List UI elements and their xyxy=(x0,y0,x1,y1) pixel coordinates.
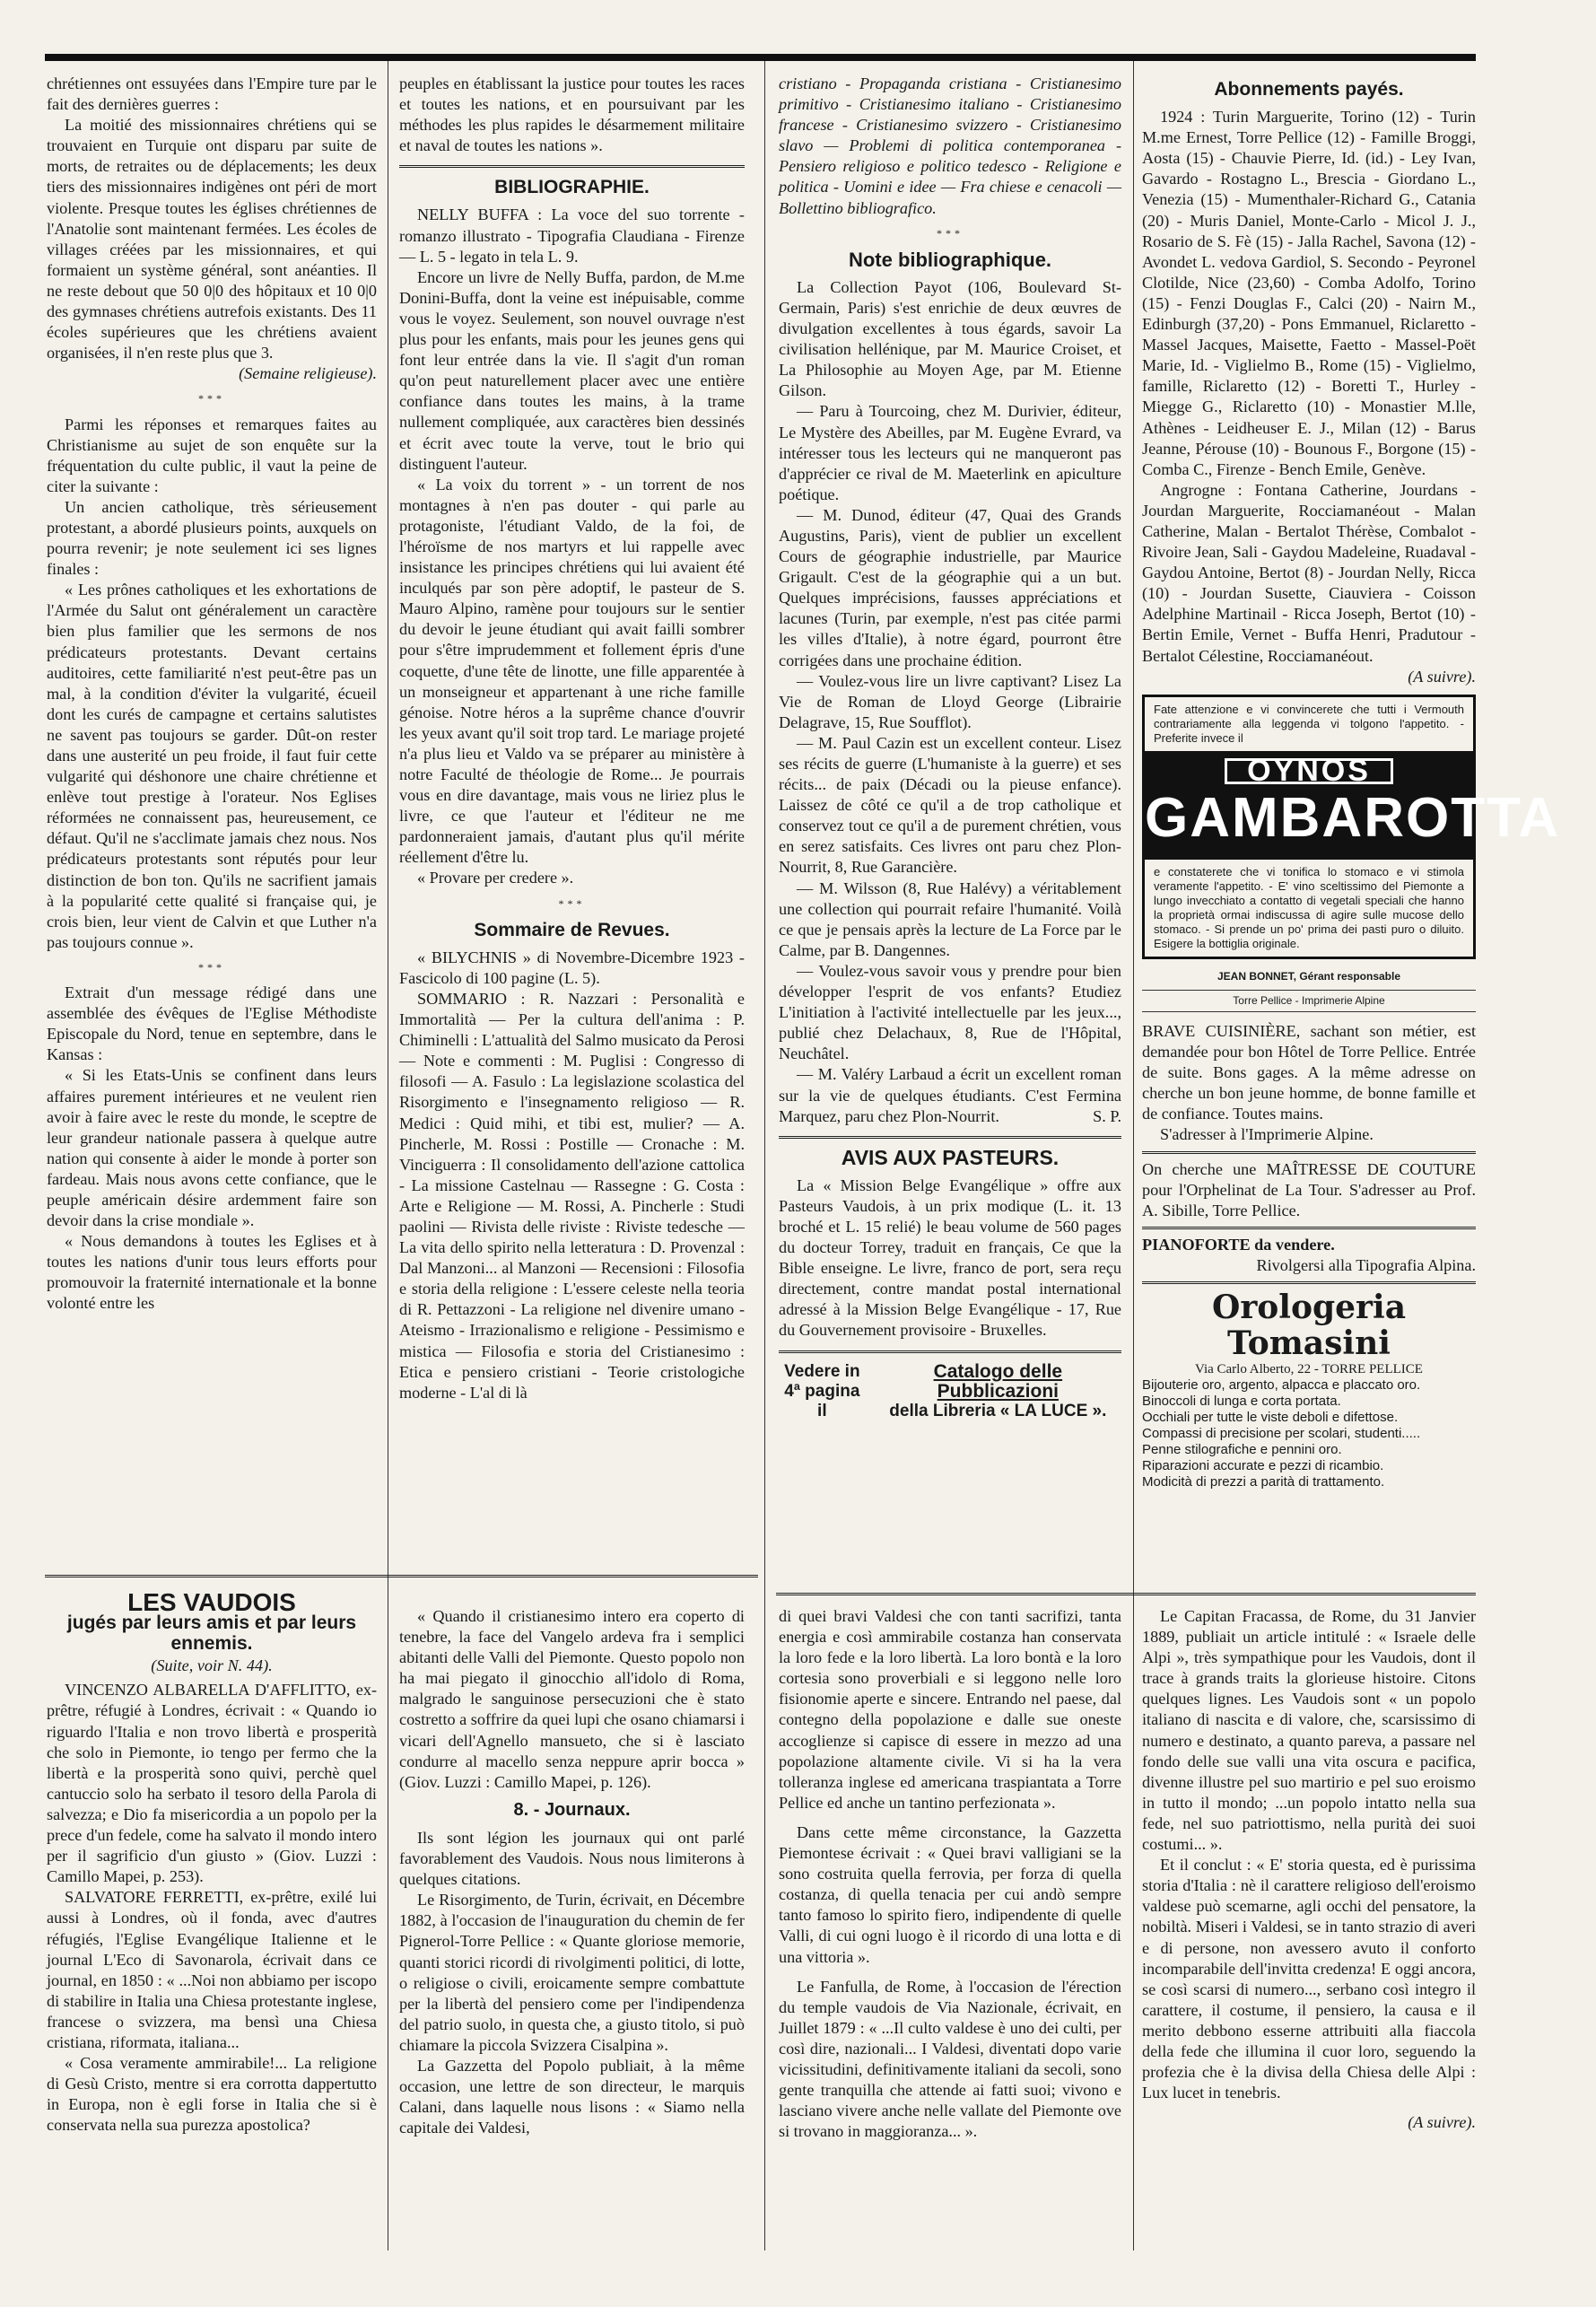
paragraph: cristiano - Propaganda cristiana - Cristianesimo primitivo - Cristianesimo italiano - Cristianesimo francese - Cristianesimo svizzero - Cristianesimo slavo — Problemi di politica contemporanea - Pensiero religioso e politico tedesco - Religione e politica - Uomini e idee — Fra chiese e cenacoli — Bollettino bibliografico. xyxy=(779,74,1121,217)
lower-section-rule xyxy=(45,1575,758,1577)
paragraph: Encore un livre de Nelly Buffa, pardon, de M.me Donini-Buffa, dont la veine est inépuisable, comme vous le voyez. Seulement, son nouvel ouvrage n'est plus pour les enfants, mais pour les jeunes gens qui font leur entrée dans la vie. Il s'agit d'un roman qu'on peut naturellement placer avec une entière confiance dans toutes les mains, à la trame nullement compliquée, aux caractères bien dessinés et écrit avec toute la verve, tout le brio qui distinguent l'auteur. xyxy=(399,267,745,473)
bibliography-heading: BIBLIOGRAPHIE. xyxy=(494,177,650,198)
les-vaudois-subtitle: jugés par leurs amis et par leurs ennemis. xyxy=(66,1612,357,1655)
paragraph: — M. Wilsson (8, Rue Halévy) a véritablement une collection qui pourrait refaire l'humanité. Voilà ce que je pensais après la lecture de La Force par le Calme, par B. Dangennes. xyxy=(779,878,1121,959)
les-vaudois-title: LES VAUDOIS xyxy=(127,1588,296,1616)
source-note: (Semaine religieuse). xyxy=(239,364,377,383)
column-divider xyxy=(764,61,765,2250)
paragraph: « Si les Etats-Unis se confinent dans leurs affaires purement intérieures et ne veulent rien avoir à faire avec le reste du monde, le sceptre de leur grandeur nationale passera à quelque autre nation qui consente à aider le monde à porter son fardeau. Mais nous avons cette confiance, que le peuple américain désire ardemment faire son devoir dans la crise mondiale ». xyxy=(47,1066,377,1230)
journaux-heading: 8. - Journaux. xyxy=(513,1799,631,1820)
les-vaudois-section xyxy=(47,1588,377,2216)
vedere-box xyxy=(779,1362,1121,1421)
paragraph: « Cosa veramente ammirabile!... La religione di Gesù Cristo, mentre si era corrotta dappertutto in Europa, non è egli forse in Italia che si è conservata nella sua purezza apostolica? xyxy=(47,2054,377,2135)
paragraph: peuples en établissant la justice pour toutes les races et toutes les nations, et en poursuivant par les méthodes les plus rapides le désarmement militaire et naval de toutes les nations ». xyxy=(399,74,745,155)
lower-column-4 xyxy=(1142,1606,1476,2216)
orologeria-title: Orologeria Tomasini xyxy=(1211,1289,1407,1363)
orologeria-item: Penne stilografiche e pennini oro. xyxy=(1142,1442,1342,1458)
to-be-continued: (A suivre). xyxy=(1408,667,1476,686)
paragraph: Le Capitan Fracassa, de Rome, du 31 Janvier 1889, publiait un article intitulé : « Israele delle Alpi », très sympathique pour les Vaudois, dont il trace à grands traits la glorieuse histoire. Citons quelques lignes. Les Vaudois sont « un popolo italiano di nascita e di valore, che, scarsissimo di numero e destinato, a quanto pareva, a passare nel fondo delle sue valli una vita oscura e pacifica, divenne illustre pel suo martirio e pel suo eroismo in tutto il mondo; ...un popolo intatto nella sua fede, nel suo patriottismo, nella purità dei suoi costumi... ». xyxy=(1142,1607,1476,1854)
paragraph: La Gazzetta del Popolo publiait, à la même occasion, une lettre de son directeur, le marquis Calani, dans laquelle nous lisons : « Siamo nella capitale dei Valdesi, xyxy=(399,2056,745,2137)
paragraph: VINCENZO ALBARELLA D'AFFLITTO, ex-prêtre, réfugié à Londres, écrivait : « Quando io riguardo l'Italia e non trovo libertà e prosperità che solo in Piemonte, io tengo per fermo che la libertà e la prosperità sono quivi, perchè quel cantuccio solo ha serbato il tesoro della Parola di salvezza; e Dio fa misericordia a un popolo per la prece d'un fedele, come ha salvato il mondo intero per il sagrificio d'un giusto » (Giov. Luzzi : Camillo Mapei, p. 253). xyxy=(47,1681,377,1886)
gambarotta-advertisement xyxy=(1142,695,1561,959)
section-rule xyxy=(779,1350,1121,1353)
paragraph: Le Fanfulla, de Rome, à l'occasion de l'érection du temple vaudois de Via Nazionale, écrivait, en Juillet 1879 : « ...Il culto valdese è uno dei culti, per così dire, nazionali... I Valdesi, diventati dopo varie vicissitudini, definitivamente italiani da secoli, sono gente tranquilla che attende ai fatti suoi; vivono e lasciano vivere anche nelle vallate del Piemonte ove si trovano in maggioranza... ». xyxy=(779,1977,1121,2141)
couture-ad: On cherche une MAÎTRESSE DE COUTURE pour l'Orphelinat de La Tour. S'adresser au Prof. A. Sibille, Torre Pellice. xyxy=(1142,1159,1476,1219)
paragraph: Angrogne : Fontana Catherine, Jourdans - Jourdan Marguerite, Rocciamanéout - Malan Catherine, Malan - Bertalot Thérèse, Combalot - Rivoire Jean, Sali - Gaydou Madeleine, Ruadaval - Gaydou Antoine, Bertot (8) - Jourdan Nelly, Ricca (10) - Jourdan Susette, Ciauviera - Coisson Adelphine Martinail - Ricca Joseph, Bertot (10) - Bertin Emile, Vernet - Buffa Henri, Pradutour - Bertalot Célestine, Rocciamanéout. xyxy=(1142,480,1476,665)
paragraph: Et il conclut : « E' storia questa, ed è purissima storia d'Italia : nè il carattere religioso dell'eroismo valdese può scemarne, agli occhi del pensatore, la nobiltà. Miseri i Valdesi, se in tanto strazio di averi e di persone, non avessero avuto il conforto incomparabile dell'invitta credenza! E oggi ancora, se così scarsi di numero..., serbano così integro il carattere, il costume, il pensiero, la causa e il merito debbono esserne attribuiti alla fiaccola della fede che illumina il cuor loro, seguendo la profezia che è la divisa della Chiesa delle Alpi : Lux lucet in tenebris. xyxy=(1142,1856,1476,2102)
paragraph: — Voulez-vous lire un livre captivant? Lisez La Vie de Roman de Lloyd George (Librairie Delagrave, 15, Rue Soufflot). xyxy=(779,671,1121,731)
ad-brand-oynos: OYNOS xyxy=(1225,758,1393,784)
paragraph: « Quando il cristianesimo intero era coperto di tenebre, la face del Vangelo ardeva fra i semplici abitanti delle Valli del Piemonte. Questo popolo non ha mai piegato il ginocchio all'idolo di Roma, malgrado le sanguinose persecuzioni che è stato costretto a soffrire da quei lupi che osano chiamarsi i vicari dell'Agnello mansueto, che si è lasciato condurre al macello senza neppure aprir bocca » (Giov. Luzzi : Camillo Mapei, p. 126). xyxy=(399,1607,746,1791)
paragraph: Dans cette même circonstance, la Gazzetta Piemontese écrivait : « Quei bravi valligiani se la sono costruita quella ferrovia, per forza di quella costanza, di quella tenacia per cui andò sempre tanto famoso lo spirito fiero, indipendente di quelle Valli, di cui ogni luogo è il ricordo di una lotta e di una vittoria ». xyxy=(779,1822,1121,1966)
column-2-upper xyxy=(399,74,745,1563)
paragraph: « La voix du torrent » - un torrent de nos montagnes à n'en pas douter - qui parle au protagoniste, l'étudiant Valdo, de la foi, de l'héroïsme de nos martyrs et lui rappelle avec insistance les principes chrétiens qui lui avaient été inculqués par son père adoptif, le pasteur de S. Mauro Alpino, ramène pour toujours sur le sentier du devoir le jeune étudiant qui avait failli sombrer pour s'être imprudemment et follement épris d'une coquette, d'une tête de linotte, une fille apparentée à un monseigneur et appartenant à une riche famille génoise. Notre héros a la suprême chance d'ouvrir les yeux avant qu'il soit trop tard. Le mariage projeté n'a plus lieu et Valdo va se préparer au ministère à notre Faculté de théologie de Rome... Je pourrais vous en dire davantage, mais vous ne liriez plus le livre, ce que l'auteur et l'éditeur ne me pardonneraient jamais, d'autant plus qu'il mérite réellement d'être lu. xyxy=(399,475,745,867)
paragraph: Un ancien catholique, très sérieusement protestant, a abordé plusieurs points, auxquels on pourra revenir; je note seulement ici ses lignes finales : xyxy=(47,497,377,579)
paragraph: — M. Valéry Larbaud a écrit un excellent roman sur la vie de quelques étudiants. C'est Fermina Marquez, paru chez Plon-Nourrit. S. P. xyxy=(779,1065,1121,1125)
subscriptions-heading: Abonnements payés. xyxy=(1214,79,1404,100)
orologeria-address: Via Carlo Alberto, 22 - TORRE PELLICE xyxy=(1195,1362,1423,1377)
gerant-line: JEAN BONNET, Gérant responsable xyxy=(1217,969,1401,983)
cuisiniere-ad xyxy=(1142,1021,1476,1146)
separator-stars: *** xyxy=(198,392,225,406)
avis-heading: AVIS AUX PASTEURS. xyxy=(841,1145,1060,1169)
cuisiniere-address: S'adresser à l'Imprimerie Alpine. xyxy=(1160,1125,1374,1144)
reviews-heading: Sommaire de Revues. xyxy=(474,919,670,940)
orologeria-list xyxy=(1142,1377,1476,1490)
separator-stars: *** xyxy=(558,896,586,910)
to-be-continued: (A suivre). xyxy=(1408,2113,1476,2132)
paragraph: Le Risorgimento, de Turin, écrivait, en Décembre 1882, à l'occasion de l'inauguration du chemin de fer Pignerol-Torre Pellice : « Quante gloriose memorie, quanti storici ricordi di rivolgimenti politici, di lotte, o religiose o civili, eroicamente sempre combattute per la libertà del pensiero come per l'indipendenza del patrio suolo, in questa che, a giusto titolo, si può chiamare la piccola Svizzera Cisalpina ». xyxy=(399,1891,745,2054)
paragraph: chrétiennes ont essuyées dans l'Empire ture par le fait des dernières guerres : xyxy=(47,74,377,114)
paragraph: 1924 : Turin Marguerite, Torino (12) - Turin M.me Ernest, Torre Pellice (12) - Famille Broggi, Aosta (15) - Chauvie Pierre, Id. (id.) - Ley Ivan, Gavardo - Rostagno L., Brescia - Giordano L., Venezia (15) - Mumenthaler-Richard G., Catania (20) - Muris Daniel, Monte-Carlo - Micol J. J., Rosario de S. Fè (15) - Jalla Rachel, Savona (12) - Avondet L. vedova Gardiol, S. Secondo - Peyronel Clotilde, Nice (23,60) - Comba Adolfo, Torino (15) - Fenzi Douglas F., Calci (20) - Nairn M., Edinburgh (37,20) - Pons Emmanuel, Riclaretto - Massel Jacques, Maisette, Faetto - Massel-Poët Marie, Id. - Viglielmo B., Rome (15) - Viglielmo, famille, Riclaretto (12) - Boretti T., Hurley - Miegge G., Riclaretto (10) - Monastier M.lle, Athènes - Leidheuser E. J., Milan (12) - Barus Jeanne, Pérouse (10) - Bounous F., Borgone (15) - Comba C., Firenze - Bench Emile, Genève. xyxy=(1142,108,1476,478)
lower-section-rule xyxy=(776,1593,1476,1595)
section-rule xyxy=(1142,1227,1476,1229)
paragraph: « Les prônes catholiques et les exhortations de l'Armée du Salut ont généralement un caractère bien plus familier que les sermons de nos prédicateurs protestants. Devant certains auditoires, cette familiarité n'est peut-être pas un mal, à la condition d'éviter la vulgarité, écueil dont les curés de campagne et certains salutistes ne savent pas toujours se garder. Dût-on rester dans une austerité un peu froide, il faut fuir cette vulgarité qui déshonore une chaire chrétienne et enlève tout prestige à l'orateur. Nos Eglises réformées ne connaissent pas, heureusement, ce défaut. Qu'il ne s'acclimate jamais chez nous. Nos prédicateurs protestants sont réputés pour leur distinction de bon ton. Qu'ils ne sacrifient jamais à la popularité cette qualité si française qui, je crois bien, leur vient de Calvin et que Luther n'a pas toujours connue ». xyxy=(47,581,377,951)
vedere-left: Vedere in 4ª pagina il xyxy=(784,1361,860,1420)
paragraph: La moitié des missionnaires chrétiens qui se trouvaient en Turquie ont disparu par suite de morts, de retraites ou de déplacements; les deux tiers des missionnaires indigènes ont péri de mort violente. Presque toutes les églises chrétiennes de l'Anatolie sont maintenant fermées. Les écoles de villages créées par les missionnaires, et qui formaient un système général, sont anéanties. Il ne reste debout que 50 0|0 des hôpitaux et 10 0|0 des gymnases chrétiens autrefois existants. Des 11 écoles supérieures que les chrétiens avaient organisées, il n'en reste plus que 3. xyxy=(47,116,377,363)
paragraph: « Nous demandons à toutes les Eglises et à toutes les nations d'unir tous leurs efforts pour promouvoir la fraternité internationale et la bonne volonté entre les xyxy=(47,1232,377,1313)
paragraph: NELLY BUFFA : La voce del suo torrente - romanzo illustrato - Tipografia Claudiana - Firenze — L. 5 - legato in tela L. 9. xyxy=(399,205,745,266)
orologeria-item: Bijouterie oro, argento, alpacca e placcato oro. xyxy=(1142,1377,1421,1394)
paragraph: Extrait d'un message rédigé dans une assemblée des évêques de l'Eglise Méthodiste Episcopale du Nord, tenue en septembre, dans le Kansas : xyxy=(47,983,377,1064)
paragraph: SOMMARIO : R. Nazzari : Personalità e Immortalità — Per la cultura dell'anima : P. Chiminelli : L'attualità del Salmo musicato da Perosi — Note e commenti : M. Puglisi : Congresso di filosofi — A. Fasulo : La legislazione scolastica del Risorgimento e l'insegnamento religioso — R. Medici : Quid mihi, et tibi est, mulier? — A. Pincherle, M. Rossi : Postille — Cronache : M. Vinciguerra : Il consolidamento dell'azione cattolica - La missione Castelnau — Rassegne : G. Costa : Arte e Religione — M. Rossi, A. Pincherle : Studi paolini — Rivista delle riviste : Riviste tedesche — La vita dello spirito nella letteratura : D. Provenzal : Dal Manzoni... al Manzoni — Recensioni : Filosofia e storia della religione : L'essere celeste nella teoria di R. Pettazzoni - La religione nel divenire umano - Ateismo - Irrazionalismo e religione - Pessimismo e mistica — Filosofia e storia del Cristianesimo : Etica e pensiero cristiani - Teorie cristologiche moderne - L'al di là xyxy=(399,989,745,1402)
paragraph: — M. Dunod, éditeur (47, Quai des Grands Augustins, Paris), vient de publier un excellent Cours de géographie industrielle, par Maurice Grigault. C'est de la géographie qui a un but. Quelques imprécisions, fausses appréciations et lacunes (Turin, par exemple, n'est pas citée parmi les villes d'Italie), à notre égard, pourront être corrigées dans une prochaine édition. xyxy=(779,505,1121,669)
top-rule xyxy=(45,54,1476,61)
note-heading: Note bibliographique. xyxy=(848,248,1052,271)
cuisiniere-text: BRAVE CUISINIÈRE, sachant son métier, est demandée pour bon Hôtel de Torre Pellice. Entrée de suite. Bons gages. A la même adresse on cherche un bon jeune homme, de bonne famille et de confiance. Toutes mains. xyxy=(1142,1022,1476,1123)
separator-stars: *** xyxy=(198,960,225,974)
separator-stars: *** xyxy=(937,226,964,240)
paragraph: di quei bravi Valdesi che con tanti sacrifizi, tanta energia e così ammirabile costanza han conservata la loro fede e la loro libertà. La loro bontà e la loro cortesia sono proverbiali e si leggono nelle loro fisionomie aperte e sincere. Entrando nel paese, dal contegno della popolazione e dalle sue oneste accoglienze si capisce di essere in mezzo ad una popolazione altamente civile. Vi si ha la vera tolleranza inglese ed americana traspiantata a Torre Pellice ed anche un tantino perfezionata ». xyxy=(779,1607,1121,1812)
ad-body-text: e constaterete che vi tonifica lo stomaco e vi stimola veramente l'appetito. - E' vino sceltissimo del Piemonte a lungo invecchiato a contatto di vegetali speciali che hanno la proprietà ormai indiscussa di agire sulle mucose dello stomaco. - Si prende un po' prima dei pasti puro o diluito. Esigere la bottiglia originale. xyxy=(1154,864,1464,950)
lower-column-3 xyxy=(779,1606,1121,2216)
suite-note: (Suite, voir N. 44). xyxy=(151,1656,273,1675)
orologeria-item: Modicità di prezzi a parità di trattamento. xyxy=(1142,1474,1385,1490)
paragraph: « Provare per credere ». xyxy=(417,869,574,887)
pianoforte-ad: PIANOFORTE da vendere. xyxy=(1142,1235,1335,1254)
lower-column-2 xyxy=(399,1606,745,2216)
vedere-right: Catalogo delle Pubblicazioni della Libreria « LA LUCE ». xyxy=(889,1360,1107,1420)
paragraph: La Collection Payot (106, Boulevard St-Germain, Paris) s'est enrichie de deux œuvres de divulgation excellentes à tous égards, savoir La civilisation hellénique, par M. Maurice Croiset, et La Philosophie au Moyen Age, par M. Etienne Gilson. xyxy=(779,277,1121,400)
paragraph: — Paru à Tourcoing, chez M. Durivier, éditeur, Le Mystère des Abeilles, par M. Eugène Evrard, va intéresser tous les lecteurs qui ne manqueront pas d'apprécier ce rival de M. Maeterlink en apiculture poétique. xyxy=(779,402,1121,503)
pianoforte-contact: Rivolgersi alla Tipografia Alpina. xyxy=(1256,1255,1476,1274)
orologeria-item: Riparazioni accurate e pezzi di ricambio. xyxy=(1142,1458,1384,1474)
paragraph: Parmi les réponses et remarques faites au Christianisme au sujet de son enquête sur la fréquentation du culte public, il vaut la peine de citer la suivante : xyxy=(47,415,377,495)
column-divider xyxy=(1133,61,1134,2250)
paragraph: — M. Paul Cazin est un excellent conteur. Lisez ses récits de guerre (L'humaniste à la guerre) et ses récits... de paix (Décadi ou la pieuse enfance). Laissez de côté ce qu'il a de trop catholique et conservez tout ce qu'il a de purement chrétien, vous en serez satisfaits. Ces livres ont paru chez Plon-Nourrit, 8, Rue Garancière. xyxy=(779,733,1121,877)
ad-brand-gambarotta: GAMBAROTTA xyxy=(1145,786,1561,849)
column-1-upper xyxy=(47,74,377,1563)
orologeria-item: Binoccoli di lunga e corta portata. xyxy=(1142,1394,1341,1410)
orologeria-item: Occhiali per tutte le viste deboli e difettose. xyxy=(1142,1410,1399,1426)
ad-intro-text: Fate attenzione e vi convincerete che tutti i Vermouth contrariamente alla leggenda vi tolgono l'appetito. - Preferite invece il xyxy=(1154,702,1464,745)
orologeria-item: Compassi di precisione per scolari, studenti..... xyxy=(1142,1426,1421,1442)
column-4-upper xyxy=(1142,74,1561,1590)
paragraph: — Voulez-vous savoir vous y prendre pour bien développer l'esprit de vos enfants? Etudiez L'initiation à l'activité intellectuelle par les jeux..., publié chez Delachaux, 8, Rue de l'Hôpital, Neuchâtel. xyxy=(779,961,1121,1063)
ad-brand-block xyxy=(1145,751,1561,860)
section-rule xyxy=(1142,1151,1476,1154)
paragraph: « BILYCHNIS » di Novembre-Dicembre 1923 - Fascicolo di 100 pagine (L. 5). xyxy=(399,948,745,987)
paragraph: SALVATORE FERRETTI, ex-prêtre, exilé lui aussi à Londres, où il fonda, avec d'autres réfugiés, l'Eglise Evangélique Italienne et le journal L'Eco di Savonarola, écrivait dans ce journal, en 1850 : « ...Noi non abbiamo per iscopo di stabilire in Italia una Chiesa protestante inglese, francese o svizzera, ma bensì una Chiesa cristiana, riformata, italiana... xyxy=(47,1888,377,2051)
paragraph: Ils sont légion les journaux qui ont parlé favorablement des Vaudois. Nous nous limiterons à quelques citations. xyxy=(399,1828,745,1889)
section-rule xyxy=(1142,1281,1476,1284)
section-rule xyxy=(399,165,745,168)
paragraph: La « Mission Belge Evangélique » offre aux Pasteurs Vaudois, à un prix modique (L. it. 13 broché et L. 15 relié) le beau volume de 560 pages du docteur Torrey, traduit en français, Ce que la Bible enseigne. Le livre, franco de port, sera reçu directement, contre mandat postal international adressé à la Mission Belge Evangélique - 17, Rue du Gouvernement provisoire - Bruxelles. xyxy=(779,1175,1121,1340)
section-rule xyxy=(779,1136,1121,1139)
imprimerie-line: Torre Pellice - Imprimerie Alpine xyxy=(1142,990,1476,1012)
column-3-upper xyxy=(779,74,1121,1590)
